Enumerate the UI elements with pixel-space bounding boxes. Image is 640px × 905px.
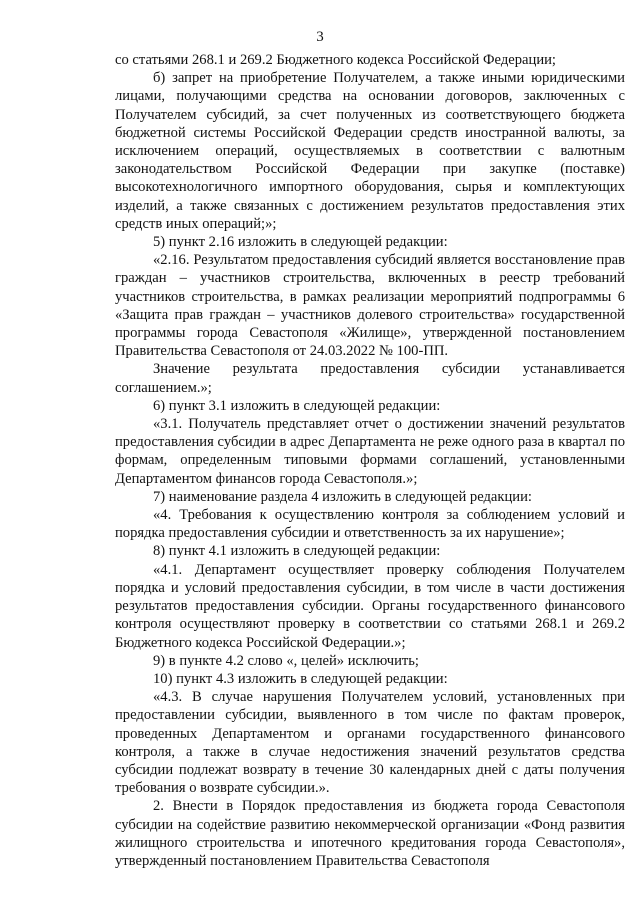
paragraph-item-b: б) запрет на приобретение Получателем, а также иными юридическими лицами, получающими средства на основании договоров, заключенных с Получателем субсидий, за счет полученных из соответствующего бюджета бюджетной системы Российской Федерации средств иностранной валюты, за исключением операций, осуществляемых в соответствии с валютным законодательством Российской Федерации при закупке (поставке) высокотехнологичного импортного оборудования, сырья и комплектующих изделий, а также связанных с достижением результатов предоставления этих средств иных операций;»;: [115, 70, 625, 232]
paragraph-clause-4-3: «4.3. В случае нарушения Получателем условий, установленных при предоставлении субсидии, выявленного в том числе по фактам проверок, проведенных Департаментом и органами государственного финансового контроля, а также в случае недостижения значений результатов средства субсидии подлежат возврату в течение 30 календарных дней с даты получения требования о возврате субсидии.».: [115, 689, 625, 797]
paragraph-item-5: 5) пункт 2.16 изложить в следующей редакции:: [153, 234, 448, 251]
paragraph-item-6: 6) пункт 3.1 изложить в следующей редакции:: [153, 397, 441, 414]
paragraph-item-10: 10) пункт 4.3 изложить в следующей редакции:: [153, 670, 448, 687]
paragraph-continuation: со статьями 268.1 и 269.2 Бюджетного кодекса Российской Федерации;: [115, 52, 556, 68]
paragraph-clause-4-1: «4.1. Департамент осуществляет проверку соблюдения Получателем порядка и условий предоставления субсидии, в том числе в части достижения результатов предоставления субсидии. Органы государственного финансового контроля осуществляют проверку в соответствии со статьями 268.1 и 269.2 Бюджетного кодекса Российской Федерации.»;: [115, 561, 625, 651]
paragraph-clause-2-16: «2.16. Результатом предоставления субсидий является восстановление прав граждан – участников строительства, включенных в реестр требований участников строительства, в рамках реализации мероприятий подпрограммы 6 «Защита прав граждан – участников долевого строительства» государственной программы города Севастополя «Жилище», утвержденной постановлением Правительства Севастополя от 24.03.2022 № 100-ПП.: [115, 252, 625, 360]
paragraph-item-9: 9) в пункте 4.2 слово «, целей» исключить;: [153, 652, 419, 669]
page-number: 3: [316, 29, 324, 45]
paragraph-section-4-title: «4. Требования к осуществлению контроля за соблюдением условий и порядка предоставления субсидии и ответственность за их нарушение»;: [115, 507, 625, 542]
paragraph-item-7: 7) наименование раздела 4 изложить в следующей редакции:: [153, 488, 532, 505]
document-body: [115, 51, 625, 870]
paragraph-point-2: 2. Внести в Порядок предоставления из бюджета города Севастополя субсидии на содействие развитию некоммерческой организации «Фонд развития жилищного строительства и ипотечного кредитования города Севастополя», утвержденный постановлением Правительства Севастополя: [115, 798, 625, 869]
paragraph-clause-3-1: «3.1. Получатель представляет отчет о достижении значений результатов предоставления субсидии в адрес Департамента не реже одного раза в квартал по формам, определенным типовыми формами соглашений, установленными Департаментом финансов города Севастополя.»;: [115, 416, 625, 487]
paragraph-result-value: Значение результата предоставления субсидии устанавливается соглашением.»;: [115, 361, 625, 396]
paragraph-item-8: 8) пункт 4.1 изложить в следующей редакции:: [153, 543, 441, 560]
